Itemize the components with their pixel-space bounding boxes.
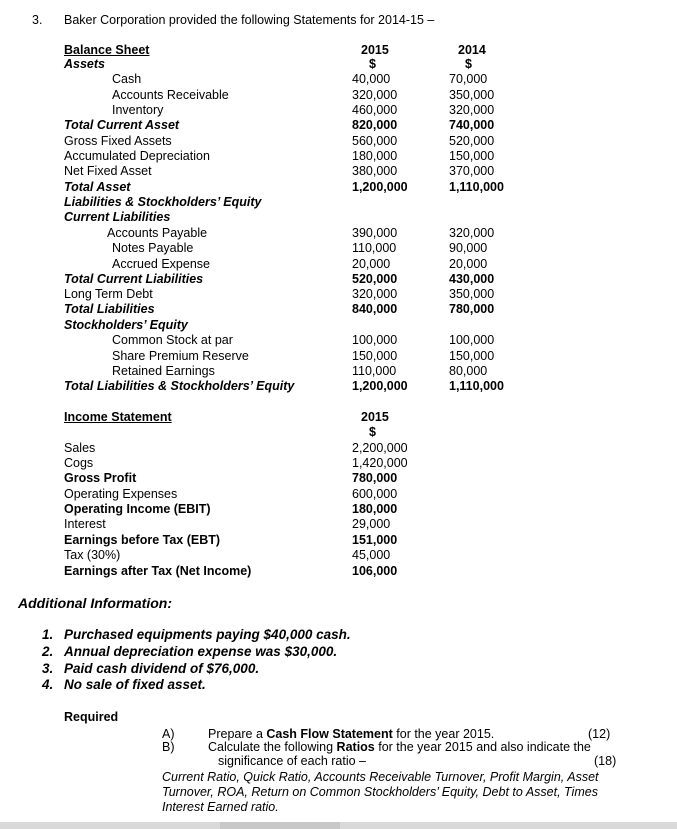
retained-earnings-2014: 80,000 — [449, 364, 488, 378]
share-premium-reserve-2015: 150,000 — [352, 349, 398, 363]
assets-heading: Assets — [64, 57, 105, 71]
income-value-interest: 29,000 — [352, 517, 391, 531]
net-fixed-asset-2014: 370,000 — [449, 164, 495, 178]
current-liabilities-heading: Current Liabilities — [64, 210, 171, 224]
year-2015-header: 2015 — [361, 43, 389, 57]
income-value-tax: 45,000 — [352, 548, 391, 562]
total-liabilities-equity-2014: 1,110,000 — [449, 379, 504, 393]
inventory-2014: 320,000 — [449, 103, 495, 117]
income-label-cogs: Cogs — [64, 456, 94, 470]
balance-sheet-title: Balance Sheet — [64, 43, 150, 57]
income-label-ebit: Operating Income (EBIT) — [64, 502, 211, 516]
required-b-pre: Calculate the following — [208, 740, 337, 754]
cash-2014: 70,000 — [449, 72, 488, 86]
income-value-cogs: 1,420,000 — [352, 456, 408, 470]
additional-item-num-3: 3. — [42, 661, 54, 676]
year-2014-header: 2014 — [458, 43, 486, 57]
total-asset-2014: 1,110,000 — [449, 180, 504, 194]
common-stock-2015: 100,000 — [352, 333, 398, 347]
question-number: 3. — [32, 13, 43, 27]
required-b-marks: (18) — [594, 754, 617, 768]
required-a-post: for the year 2015. — [392, 727, 495, 741]
additional-item-num-4: 4. — [42, 677, 54, 692]
accounts-receivable-2014: 350,000 — [449, 88, 495, 102]
long-term-debt-2015: 320,000 — [352, 287, 398, 301]
income-value-net-income: 106,000 — [352, 564, 398, 578]
question-text: Baker Corporation provided the following Statements for 2014-15 – — [64, 13, 435, 27]
liabilities-heading: Liabilities & Stockholders’ Equity — [64, 195, 262, 209]
required-a-text — [208, 727, 494, 741]
accounts-payable-2015: 390,000 — [352, 226, 398, 240]
row-label-accounts-receivable: Accounts Receivable — [112, 88, 229, 102]
additional-item-2: Annual depreciation expense was $30,000. — [64, 644, 338, 659]
income-label-net-income: Earnings after Tax (Net Income) — [64, 564, 252, 578]
cash-2015: 40,000 — [352, 72, 391, 86]
income-value-sales: 2,200,000 — [352, 441, 408, 455]
row-label-common-stock: Common Stock at par — [112, 333, 233, 347]
total-current-asset-2014: 740,000 — [449, 118, 495, 132]
income-label-interest: Interest — [64, 517, 106, 531]
income-label-gross-profit: Gross Profit — [64, 471, 137, 485]
share-premium-reserve-2014: 150,000 — [449, 349, 495, 363]
total-current-liabilities-2015: 520,000 — [352, 272, 398, 286]
row-label-accounts-payable: Accounts Payable — [107, 226, 208, 240]
accumulated-depreciation-2015: 180,000 — [352, 149, 398, 163]
income-value-ebt: 151,000 — [352, 533, 398, 547]
required-b-line2: significance of each ratio – — [218, 754, 367, 768]
total-liabilities-equity-2015: 1,200,000 — [352, 379, 408, 393]
row-label-share-premium-reserve: Share Premium Reserve — [112, 349, 249, 363]
accrued-expense-2014: 20,000 — [449, 257, 488, 271]
row-label-total-current-asset: Total Current Asset — [64, 118, 180, 132]
total-asset-2015: 1,200,000 — [352, 180, 408, 194]
income-currency: $ — [369, 425, 376, 439]
row-label-total-current-liabilities: Total Current Liabilities — [64, 272, 204, 286]
currency-2014: $ — [465, 57, 472, 71]
total-liabilities-2014: 780,000 — [449, 302, 495, 316]
row-label-accrued-expense: Accrued Expense — [112, 257, 210, 271]
total-current-asset-2015: 820,000 — [352, 118, 398, 132]
additional-item-num-1: 1. — [42, 627, 54, 642]
row-label-gross-fixed-assets: Gross Fixed Assets — [64, 134, 172, 148]
row-label-inventory: Inventory — [112, 103, 164, 117]
required-heading: Required — [64, 710, 119, 724]
accumulated-depreciation-2014: 150,000 — [449, 149, 495, 163]
gross-fixed-assets-2015: 560,000 — [352, 134, 398, 148]
row-label-net-fixed-asset: Net Fixed Asset — [64, 164, 152, 178]
income-label-tax: Tax (30%) — [64, 548, 121, 562]
accounts-receivable-2015: 320,000 — [352, 88, 398, 102]
equity-heading: Stockholders’ Equity — [64, 318, 188, 332]
row-label-total-liabilities: Total Liabilities — [64, 302, 155, 316]
long-term-debt-2014: 350,000 — [449, 287, 495, 301]
income-year-header: 2015 — [361, 410, 389, 424]
row-label-total-liabilities-equity: Total Liabilities & Stockholders’ Equity — [64, 379, 295, 393]
row-label-retained-earnings: Retained Earnings — [112, 364, 215, 378]
currency-2015: $ — [369, 57, 376, 71]
accrued-expense-2015: 20,000 — [352, 257, 391, 271]
total-current-liabilities-2014: 430,000 — [449, 272, 495, 286]
accounts-payable-2014: 320,000 — [449, 226, 495, 240]
row-label-accumulated-depreciation: Accumulated Depreciation — [64, 149, 210, 163]
additional-item-3: Paid cash dividend of $76,000. — [64, 661, 260, 676]
income-label-operating-expenses: Operating Expenses — [64, 487, 178, 501]
additional-item-4: No sale of fixed asset. — [64, 677, 206, 692]
required-b-post: for the year 2015 and also indicate the — [374, 740, 591, 754]
scrollbar-thumb[interactable] — [220, 822, 340, 829]
inventory-2015: 460,000 — [352, 103, 398, 117]
horizontal-scrollbar[interactable] — [0, 822, 677, 829]
required-b-letter: B) — [162, 740, 175, 754]
row-label-notes-payable: Notes Payable — [112, 241, 194, 255]
notes-payable-2014: 90,000 — [449, 241, 488, 255]
notes-payable-2015: 110,000 — [352, 241, 397, 255]
row-label-long-term-debt: Long Term Debt — [64, 287, 153, 301]
net-fixed-asset-2015: 380,000 — [352, 164, 398, 178]
row-label-cash: Cash — [112, 72, 142, 86]
additional-item-1: Purchased equipments paying $40,000 cash. — [64, 627, 351, 642]
income-label-ebt: Earnings before Tax (EBT) — [64, 533, 221, 547]
income-value-operating-expenses: 600,000 — [352, 487, 398, 501]
income-value-ebit: 180,000 — [352, 502, 398, 516]
income-label-sales: Sales — [64, 441, 96, 455]
required-a-pre: Prepare a — [208, 727, 267, 741]
income-statement-title: Income Statement — [64, 410, 172, 424]
required-a-bold: Cash Flow Statement — [266, 727, 393, 741]
required-b-text — [208, 740, 591, 754]
income-value-gross-profit: 780,000 — [352, 471, 398, 485]
retained-earnings-2015: 110,000 — [352, 364, 397, 378]
ratios-line-2: Turnover, ROA, Return on Common Stockholders’ Equity, Debt to Asset, Times — [162, 785, 598, 799]
total-liabilities-2015: 840,000 — [352, 302, 398, 316]
gross-fixed-assets-2014: 520,000 — [449, 134, 495, 148]
required-b-bold: Ratios — [336, 740, 375, 754]
required-a-marks: (12) — [588, 727, 611, 741]
additional-item-num-2: 2. — [42, 644, 54, 659]
ratios-line-3: Interest Earned ratio. — [162, 800, 279, 814]
ratios-line-1: Current Ratio, Quick Ratio, Accounts Receivable Turnover, Profit Margin, Asset — [162, 770, 599, 784]
required-a-letter: A) — [162, 727, 175, 741]
additional-info-heading: Additional Information: — [18, 595, 172, 611]
row-label-total-asset: Total Asset — [64, 180, 131, 194]
common-stock-2014: 100,000 — [449, 333, 495, 347]
